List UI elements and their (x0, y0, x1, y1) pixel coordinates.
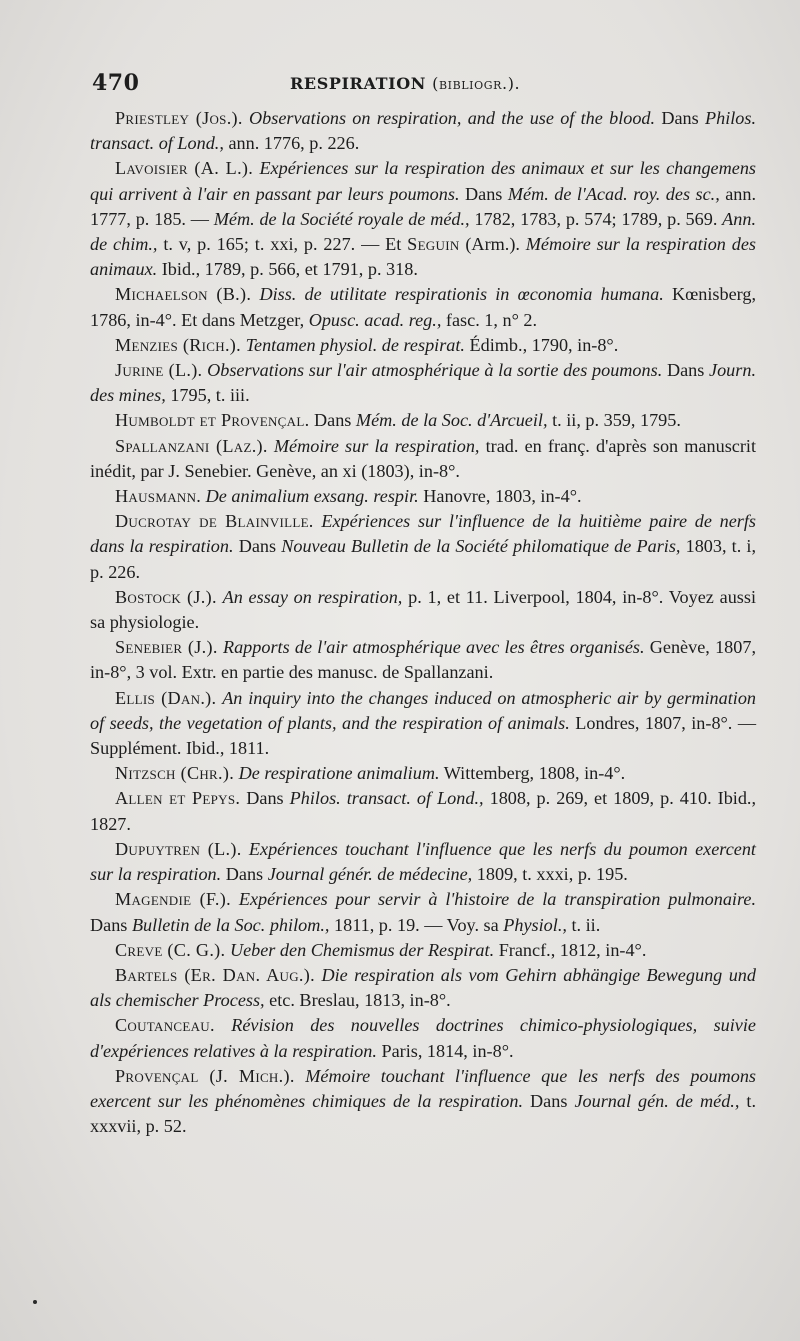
entry-text: Wittemberg, 1808, in-4°. (443, 763, 626, 784)
entry-title: Diss. de utilitate respirationis in œconomia humana. (259, 284, 664, 305)
bibliography-entry (90, 408, 756, 433)
entry-text: Dans (225, 864, 264, 885)
entry-text: Dans (246, 788, 284, 809)
entry-author: Spallanzani (Laz.). (115, 435, 268, 456)
entry-author: Provençal (J. Mich.). (115, 1065, 295, 1086)
bibliography-entry (90, 761, 756, 786)
entry-text: Francf., 1812, in-4°. (498, 939, 647, 960)
entry-text: Kœnisberg, 1786, in-4°. Et dans Metzger, (90, 284, 757, 330)
bibliography-entry (90, 484, 756, 509)
entry-text: Genève, 1807, in-8°, 3 vol. Extr. en partie des manusc. de Spallanzani. (90, 637, 756, 683)
entry-title: Physiol., (503, 914, 567, 935)
entry-title: Mém. de l'Acad. roy. des sc., (507, 183, 720, 204)
entry-title: Ann. de chim., (90, 208, 757, 255)
entry-text: Dans (464, 183, 503, 204)
running-head-subtitle: (bibliogr.). (432, 74, 521, 93)
entry-author: Hausmann. (115, 486, 202, 507)
entry-title: Journal génér. de médecine, (267, 864, 473, 885)
entry-author: Priestley (Jos.). (115, 108, 243, 128)
entry-title: Observations sur l'air atmosphérique à la sortie des poumons. (207, 360, 663, 381)
entry-title: Mém. de la Soc. d'Arcueil, (355, 410, 548, 431)
entry-text: Dans (661, 108, 699, 128)
bibliography-entry (90, 156, 756, 282)
bibliography-entry (90, 963, 756, 1013)
bibliography-entry (90, 333, 756, 358)
entry-text: 1811, p. 19. — Voy. sa (334, 914, 499, 935)
bibliography-entry (90, 686, 756, 762)
entry-text: Dans (238, 536, 277, 557)
entry-title: An essay on respiration, (222, 586, 403, 607)
entry-author: Magendie (F.). (115, 889, 231, 910)
entry-text: 1808, p. 269, et 1809, p. 410. Ibid., 1827. (90, 788, 757, 834)
entry-text: trad. en franç. d'après son manuscrit inédit, par J. Senebier. Genève, an xi (1803), in-8°. (90, 435, 757, 481)
entry-title: Nouveau Bulletin de la Société philomatique de Paris, (281, 536, 681, 557)
entry-author: Coutanceau. (115, 1015, 215, 1036)
entry-title: Journal gén. de méd., (574, 1090, 740, 1111)
entry-text: Dans (313, 410, 352, 431)
bibliography-entry (90, 585, 756, 635)
entry-title: Mémoire sur la respiration, (273, 435, 480, 456)
bibliography-entry (90, 1064, 756, 1140)
entry-text: t. ii, p. 359, 1795. (552, 410, 681, 431)
entry-author: Ellis (Dan.). (115, 687, 217, 708)
entry-title: De respiratione animalium. (238, 763, 440, 784)
entry-text: 1782, 1783, p. 574; 1789, p. 569. (474, 208, 718, 229)
bibliography-entry (90, 434, 756, 484)
bibliography-list (90, 106, 756, 1139)
entry-text: ann. 1776, p. 226. (228, 133, 360, 154)
entry-text: t. ii. (571, 914, 601, 935)
entry-author: Humboldt et Provençal. (115, 410, 310, 431)
entry-title: De animalium exsang. respir. (205, 486, 419, 507)
entry-author: Menzies (Rich.). (115, 334, 242, 355)
entry-text: Ibid., 1789, p. 566, et 1791, p. 318. (161, 259, 418, 280)
entry-text: ann. 1777, p. 185. — (90, 183, 757, 229)
bibliography-entry (90, 509, 756, 585)
entry-text: t. v, p. 165; t. xxi, p. 227. — Et (163, 234, 402, 255)
entry-title: Observations on respiration, and the use of the blood. (249, 108, 656, 128)
entry-text: Dans (666, 360, 705, 381)
entry-author: Michaelson (B.). (115, 284, 252, 305)
bibliography-entry (90, 635, 756, 685)
entry-title: Expériences touchant l'influence que les nerfs du poumon exercent sur la respiration. (90, 838, 756, 885)
entry-author: Ducrotay de Blainville. (115, 511, 314, 532)
entry-title: Mémoire touchant l'influence que les nerfs des poumons exercent sur les phénomènes chimiques de la respiration. (90, 1065, 756, 1111)
entry-author: Nitzsch (Chr.). (115, 763, 235, 784)
entry-text: 1803, t. i, p. 226. (90, 536, 757, 582)
entry-text: Hanovre, 1803, in-4°. (423, 486, 582, 507)
bibliography-entry (90, 837, 756, 887)
entry-text: 1795, t. iii. (170, 385, 250, 406)
entry-title: Tentamen physiol. de respirat. (245, 334, 465, 355)
entry-title: Rapports de l'air atmosphérique avec les êtres organisés. (222, 637, 645, 658)
page-header (92, 70, 752, 102)
entry-title: Journ. des mines, (90, 360, 756, 406)
entry-title: An inquiry into the changes induced on atmospheric air by germination of seeds, the vegetation of plants, and the respiration of animals. (90, 687, 757, 733)
entry-text: Londres, 1807, in-8°. — Supplément. Ibid., 1811. (90, 712, 757, 759)
entry-title: Philos. transact. of Lond., (90, 108, 757, 154)
entry-title: Mémoire sur la respiration des animaux. (90, 234, 756, 280)
entry-author: Bostock (J.). (115, 586, 217, 607)
bibliography-entry (90, 106, 756, 156)
entry-text: Paris, 1814, in-8°. (381, 1040, 514, 1061)
entry-title: Bulletin de la Soc. philom., (131, 914, 330, 935)
entry-text: p. 1, et 11. Liverpool, 1804, in-8°. Voyez aussi sa physiologie. (90, 586, 757, 633)
bibliography-entry (90, 938, 756, 963)
entry-title: Expériences sur l'influence de la huitième paire de nerfs dans la respiration. (90, 511, 756, 557)
entry-author: Senebier (J.). (115, 637, 218, 658)
bibliography-entry (90, 786, 756, 836)
entry-author: Allen et Pepys. (115, 788, 241, 809)
running-head-title: RESPIRATION (290, 74, 426, 93)
entry-title: Die respiration als vom Gehirn abhängige Bewegung und als chemischer Process, (90, 964, 756, 1011)
entry-author: Creve (C. G.). (115, 939, 226, 960)
entry-coauthor: Seguin (407, 234, 460, 255)
entry-text: etc. Breslau, 1813, in-8°. (269, 990, 451, 1011)
bibliography-entry (90, 282, 756, 332)
entry-title: Opusc. acad. reg., (308, 309, 442, 330)
entry-title: Mém. de la Société royale de méd., (213, 208, 470, 229)
entry-text: (Arm.). (465, 234, 520, 255)
entry-title: Ueber den Chemismus der Respirat. (229, 939, 495, 960)
entry-author: Jurine (L.). (115, 360, 203, 381)
page-number: 470 (92, 70, 140, 96)
bibliography-entry (90, 1013, 756, 1063)
entry-title: Révision des nouvelles doctrines chimico-physiologiques, suivie d'expériences relatives à la respiration. (90, 1015, 756, 1061)
entry-text: fasc. 1, n° 2. (445, 309, 538, 330)
entry-author: Dupuytren (L.). (115, 838, 242, 859)
entry-text: t. xxxvii, p. 52. (90, 1090, 756, 1137)
entry-title: Expériences sur la respiration des animaux et sur les changemens qui arrivent à l'air en passant par leurs poumons. (90, 158, 757, 204)
entry-author: Bartels (Er. Dan. Aug.). (115, 964, 315, 985)
entry-text: Dans (90, 914, 128, 935)
entry-text: Édimb., 1790, in-8°. (469, 334, 619, 355)
running-head (290, 74, 520, 93)
bibliography-entry (90, 887, 756, 937)
paper-speck (33, 1300, 37, 1304)
entry-title: Expériences pour servir à l'histoire de la transpiration pulmonaire. (238, 889, 756, 910)
entry-text: 1809, t. xxxi, p. 195. (476, 864, 628, 885)
entry-author: Lavoisier (A. L.). (115, 158, 254, 179)
entry-title: Philos. transact. of Lond., (289, 788, 484, 809)
entry-text: Dans (530, 1090, 568, 1111)
bibliography-entry (90, 358, 756, 408)
